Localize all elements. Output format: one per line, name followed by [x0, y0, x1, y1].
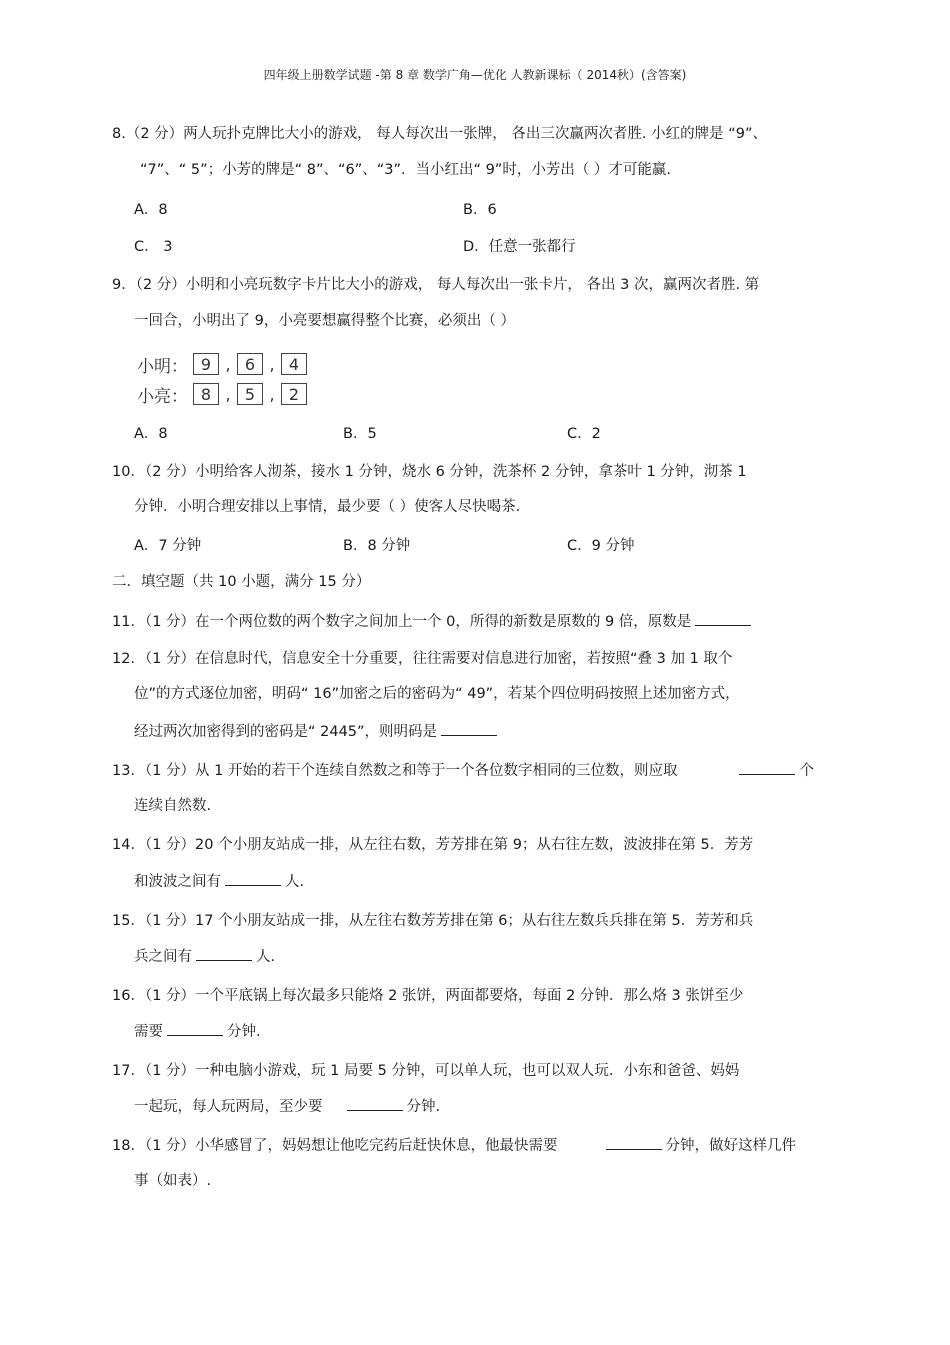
separator: ,: [225, 384, 231, 404]
q16-line1: 16．（1 分）一个平底锅上每次最多只能烙 2 张饼，两面都要烙，每面 2 分钟．那么烙 3 张饼至少: [112, 988, 744, 1004]
q9-option-b[interactable]: B．5: [343, 426, 377, 442]
q10-option-b[interactable]: B．8 分钟: [343, 538, 411, 554]
ming-label: 小明：: [137, 356, 188, 377]
q8-line1: 8.（2 分）两人玩扑克牌比大小的游戏， 每人每次出一张牌， 各出三次赢两次者胜. 小红的牌是 “9”、: [112, 126, 767, 142]
ming-card-1: 9: [193, 353, 219, 375]
q16-line2: [134, 1021, 261, 1042]
liang-card-3: 2: [281, 383, 307, 405]
q11-answer-blank[interactable]: [695, 611, 751, 626]
q13-tail: 个: [799, 763, 814, 779]
q12-text: 经过两次加密得到的密码是“ 2445”，则明码是: [134, 724, 438, 740]
q10-option-c[interactable]: C．9 分钟: [567, 538, 635, 554]
liang-card-1: 8: [193, 383, 219, 405]
q15-tail: 人.: [256, 949, 276, 965]
q9-line1: 9．（2 分）小明和小亮玩数字卡片比大小的游戏， 每人每次出一张卡片， 各出 3 次，赢两次者胜. 第: [112, 277, 760, 293]
q8-option-a[interactable]: A．8: [134, 202, 168, 218]
q18-line2: 事（如表）.: [134, 1173, 212, 1189]
q13-line2: 连续自然数.: [134, 798, 212, 814]
q14-tail: 人.: [285, 874, 305, 890]
q14-line2: [134, 871, 304, 892]
q9-option-a[interactable]: A．8: [134, 426, 168, 442]
q13-line1: [112, 760, 814, 781]
q8-option-c[interactable]: C． 3: [134, 239, 173, 255]
q15-line1: 15．（1 分）17 个小朋友站成一排，从左往右数芳芳排在第 6；从右往左数兵兵排在第 5．芳芳和兵: [112, 913, 754, 929]
q12-line1: 12．（1 分）在信息时代，信息安全十分重要，往往需要对信息进行加密，若按照“叠 3 加 1 取个: [112, 651, 733, 667]
liang-cards-row: [137, 380, 307, 408]
separator: ,: [225, 354, 231, 374]
q11-text: 11．（1 分）在一个两位数的两个数字之间加上一个 0，所得的新数是原数的 9 倍，原数是: [112, 614, 692, 630]
q18-tail: 分钟，做好这样几件: [665, 1138, 797, 1154]
q13-text: 13．（1 分）从 1 开始的若干个连续自然数之和等于一个各位数字相同的三位数，则应取: [112, 763, 678, 779]
q18-text: 18．（1 分）小华感冒了，妈妈想让他吃完药后赶快休息，他最快需要: [112, 1138, 558, 1154]
q16-tail: 分钟.: [227, 1024, 261, 1040]
separator: ,: [269, 354, 275, 374]
q11-line1: [112, 611, 755, 632]
ming-card-2: 6: [237, 353, 263, 375]
q12-line3: [134, 721, 501, 742]
q10-line2: 分钟．小明合理安排以上事情，最少要（ ）使客人尽快喝茶.: [134, 499, 521, 515]
q14-line1: 14．（1 分）20 个小朋友站成一排，从左往右数，芳芳排在第 9；从右往左数，波波排在第 5．芳芳: [112, 837, 754, 853]
q8-line2: “7”、“ 5”；小芳的牌是“ 8”、“6”、“3”．当小红出“ 9”时，小芳出（ ）才可能赢.: [140, 162, 672, 178]
q15-line2: [134, 946, 275, 967]
q8-option-b[interactable]: B．6: [463, 202, 497, 218]
q9-card-figure: [137, 348, 337, 410]
q17-line2: [134, 1096, 440, 1117]
ming-cards-row: [137, 350, 307, 378]
q10-line1: 10．（2 分）小明给客人沏茶，接水 1 分钟，烧水 6 分钟，洗茶杯 2 分钟，拿茶叶 1 分钟，沏茶 1: [112, 464, 747, 480]
q12-answer-blank[interactable]: [441, 721, 497, 736]
q18-answer-blank[interactable]: [606, 1135, 662, 1150]
q13-answer-blank[interactable]: [739, 760, 795, 775]
liang-label: 小亮：: [137, 386, 188, 407]
ming-card-3: 4: [281, 353, 307, 375]
q8-option-d[interactable]: D．任意一张都行: [463, 239, 576, 255]
q17-line1: 17．（1 分）一种电脑小游戏，玩 1 局要 5 分钟，可以单人玩，也可以双人玩．小东和爸爸、妈妈: [112, 1063, 740, 1079]
q15-answer-blank[interactable]: [196, 946, 252, 961]
q17-text: 一起玩，每人玩两局，至少要: [134, 1099, 323, 1115]
q16-text: 需要: [134, 1024, 163, 1040]
q17-tail: 分钟.: [406, 1099, 441, 1115]
q17-answer-blank[interactable]: [347, 1096, 403, 1111]
q15-text: 兵之间有: [134, 949, 192, 965]
q9-option-c[interactable]: C．2: [567, 426, 601, 442]
q12-line2: 位”的方式逐位加密，明码“ 16”加密之后的密码为“ 49”，若某个四位明码按照上述加密方式，: [134, 686, 740, 702]
page-header: 四年级上册数学试题 -第 8 章 数学广角—优化 人教新课标（ 2014秋）(含答案): [263, 68, 687, 82]
q14-text: 和波波之间有: [134, 874, 221, 890]
liang-card-2: 5: [237, 383, 263, 405]
q18-line1: [112, 1135, 796, 1156]
section-2-heading: 二．填空题（共 10 小题，满分 15 分）: [112, 574, 371, 590]
q14-answer-blank[interactable]: [225, 871, 281, 886]
separator: ,: [269, 384, 275, 404]
q10-option-a[interactable]: A．7 分钟: [134, 538, 202, 554]
q9-line2: 一回合，小明出了 9，小亮要想赢得整个比赛，必须出（ ）: [134, 313, 515, 329]
q16-answer-blank[interactable]: [167, 1021, 223, 1036]
